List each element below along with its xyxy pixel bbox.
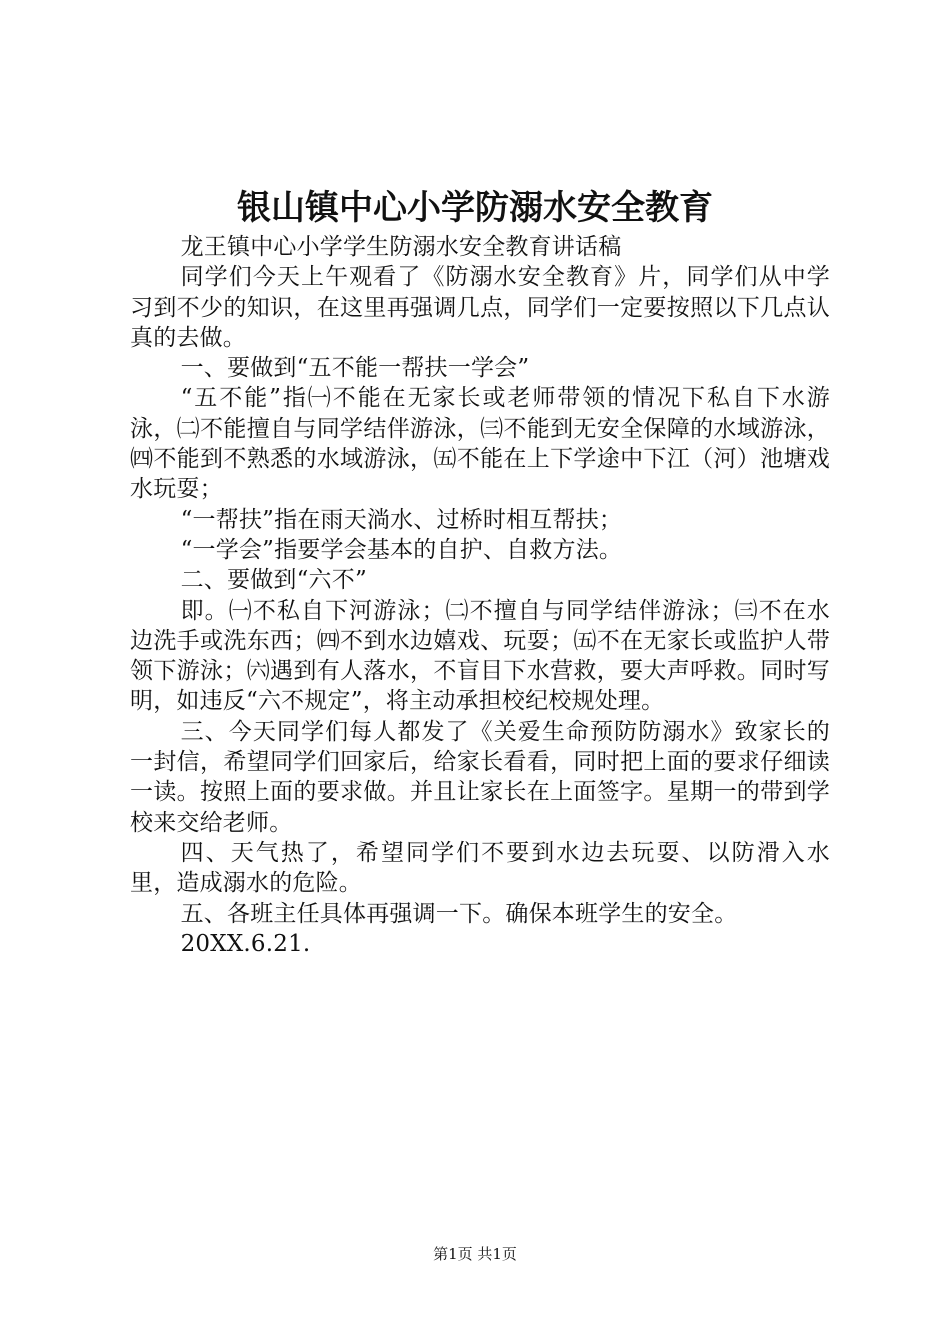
paragraph-one-learn: “一学会”指要学会基本的自护、自救方法。 xyxy=(180,536,623,563)
paragraph-point-five: 五、各班主任具体再强调一下。确保本班学生的安全。 xyxy=(180,900,738,927)
paragraph-date: 20XX.6.21. xyxy=(180,930,311,957)
document-body xyxy=(130,232,830,959)
paragraph-five-nots: “五不能”指㈠不能在无家长或老师带领的情况下私自下水游泳，㈡不能擅自与同学结伴游泳，㈢不能到无安全保障的水域游泳，㈣不能到不熟悉的水域游泳，㈤不能在上下学途中下江（河）池塘戏水玩耍； xyxy=(130,385,830,503)
page-footer: 第1页 共1页 xyxy=(433,1245,517,1263)
paragraph-intro: 同学们今天上午观看了《防溺水安全教育》片，同学们从中学习到不少的知识，在这里再强调几点，同学们一定要按照以下几点认真的去做。 xyxy=(130,264,830,351)
paragraph-subtitle: 龙王镇中心小学学生防溺水安全教育讲话稿 xyxy=(180,234,622,260)
paragraph-point-three: 三、今天同学们每人都发了《关爱生命预防防溺水》致家长的一封信，希望同学们回家后，给家长看看，同时把上面的要求仔细读一读。按照上面的要求做。并且让家长在上面签字。星期一的带到学校来交给老师。 xyxy=(130,718,830,836)
document-title: 银山镇中心小学防溺水安全教育 xyxy=(237,188,713,228)
paragraph-heading-one: 一、要做到“五不能一帮扶一学会” xyxy=(180,355,530,382)
paragraph-point-four: 四、天气热了，希望同学们不要到水边去玩耍、以防滑入水里，造成溺水的危险。 xyxy=(130,839,830,897)
paragraph-heading-two: 二、要做到“六不” xyxy=(180,567,367,594)
paragraph-one-help: “一帮扶”指在雨天淌水、过桥时相互帮扶； xyxy=(180,506,623,533)
paragraph-six-nots: 即。㈠不私自下河游泳；㈡不擅自与同学结伴游泳；㈢不在水边洗手或洗东西；㈣不到水边嬉戏、玩耍；㈤不在无家长或监护人带领下游泳；㈥遇到有人落水，不盲目下水营救，要大声呼救。同时写明，如违反“六不规定”，将主动承担校纪校规处理。 xyxy=(130,597,830,715)
